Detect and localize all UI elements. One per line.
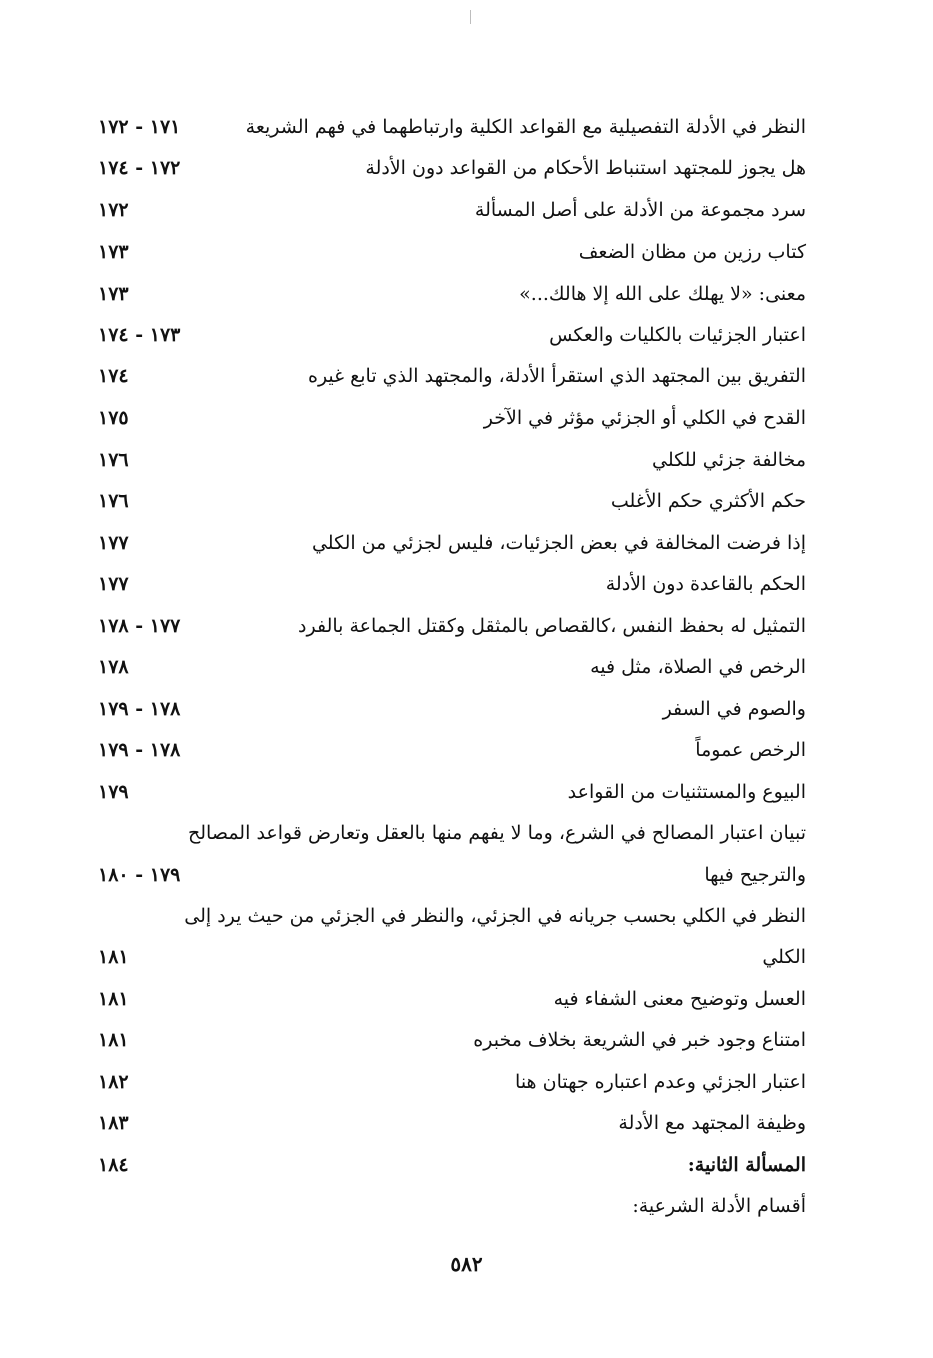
toc-entry-page: ١٨٢ xyxy=(98,1071,129,1093)
toc-entry-title-line1: النظر في الكلي بحسب جريانه في الجزئي، والنظر في الجزئي من حيث يرد إلى xyxy=(184,905,806,927)
toc-entry-page: ١٧٦ xyxy=(98,449,129,471)
toc-entry-page: ١٧٣ xyxy=(98,283,129,305)
toc-entry-page: ١٧٢ xyxy=(98,199,129,221)
toc-entry-page: ١٨١ xyxy=(98,1029,129,1051)
toc-entry-title: كتاب رزين من مظان الضعف xyxy=(578,241,806,263)
toc-entry-page: ١٧٦ xyxy=(98,490,129,512)
toc-entry-page: ١٧١ - ١٧٢ xyxy=(98,116,181,138)
toc-entry-title: امتناع وجود خبر في الشريعة بخلاف مخبره xyxy=(473,1029,806,1051)
toc-entry-page: ١٧٧ - ١٧٨ xyxy=(98,615,181,637)
toc-entry-title: الرخص عموماً xyxy=(695,739,806,761)
toc-entry-page: ١٧٩ xyxy=(98,781,129,803)
toc-entry-page: ١٧٢ - ١٧٤ xyxy=(98,157,181,179)
toc-entry-title: التفريق بين المجتهد الذي استقرأ الأدلة، والمجتهد الذي تابع غيره xyxy=(307,365,806,387)
toc-entry-title: سرد مجموعة من الأدلة على أصل المسألة xyxy=(474,199,806,221)
toc-entry-title: هل يجوز للمجتهد استنباط الأحكام من القواعد دون الأدلة xyxy=(365,157,806,179)
toc-entry-page: ١٧٧ xyxy=(98,573,129,595)
toc-section-heading: المسألة الثانية: xyxy=(687,1154,806,1176)
toc-entry-page: ١٧٩ - ١٨٠ xyxy=(98,864,181,886)
toc-entry-title-line2: الكلي xyxy=(762,946,806,968)
toc-entry-title: النظر في الأدلة التفصيلية مع القواعد الكلية وارتباطهما في فهم الشريعة xyxy=(245,116,806,138)
toc-entry-title: معنى: «لا يهلك على الله إلا هالك...» xyxy=(519,283,806,305)
toc-entry-title-line1: تبيان اعتبار المصالح في الشرع، وما لا يفهم منها بالعقل وتعارض قواعد المصالح xyxy=(188,822,806,844)
toc-entry-title: إذا فرضت المخالفة في بعض الجزئيات، فليس لجزئي من الكلي xyxy=(311,532,806,554)
toc-entry-page: ١٧٣ - ١٧٤ xyxy=(98,324,181,346)
toc-entry-title: اعتبار الجزئيات بالكليات والعكس xyxy=(549,324,806,346)
toc-entry-page: ١٧٨ xyxy=(98,656,129,678)
toc-entry-title: وظيفة المجتهد مع الأدلة xyxy=(618,1112,806,1134)
toc-entry-title-line2: والترجيح فيها xyxy=(704,864,806,886)
toc-entry-title: الحكم بالقاعدة دون الأدلة xyxy=(605,573,806,595)
toc-entry-title: حكم الأكثري حكم الأغلب xyxy=(610,490,806,512)
toc-entry-page: ١٧٣ xyxy=(98,241,129,263)
toc-entry-title: الرخص في الصلاة، مثل فيه xyxy=(590,656,806,678)
toc-entry-page: ١٧٥ xyxy=(98,407,129,429)
toc-entry-title: التمثيل له بحفظ النفس ،كالقصاص بالمثقل وكقتل الجماعة بالفرد xyxy=(298,615,806,637)
toc-entry-page: ١٧٨ - ١٧٩ xyxy=(98,698,181,720)
toc-entry-title: مخالفة جزئي للكلي xyxy=(652,449,806,471)
toc-entry-title: اعتبار الجزئي وعدم اعتباره جهتان هنا xyxy=(515,1071,806,1093)
toc-entry-page: ١٧٨ - ١٧٩ xyxy=(98,739,181,761)
toc-entry-page: ١٧٤ xyxy=(98,365,129,387)
toc-entry-title: القدح في الكلي أو الجزئي مؤثر في الآخر xyxy=(483,407,806,429)
toc-entry-title: العسل وتوضيح معنى الشفاء فيه xyxy=(553,988,806,1010)
toc-subheading: أقسام الأدلة الشرعية: xyxy=(632,1195,806,1217)
toc-entry-page: ١٨١ xyxy=(98,946,129,968)
toc-entry-page: ١٨١ xyxy=(98,988,129,1010)
page-number: ٥٨٢ xyxy=(450,1252,483,1276)
toc-entry-page: ١٧٧ xyxy=(98,532,129,554)
toc-entry-title: والصوم في السفر xyxy=(662,698,806,720)
toc-entry-title: البيوع والمستثنيات من القواعد xyxy=(567,781,806,803)
toc-entry-page: ١٨٤ xyxy=(98,1154,129,1176)
toc-entry-page: ١٨٣ xyxy=(98,1112,129,1134)
